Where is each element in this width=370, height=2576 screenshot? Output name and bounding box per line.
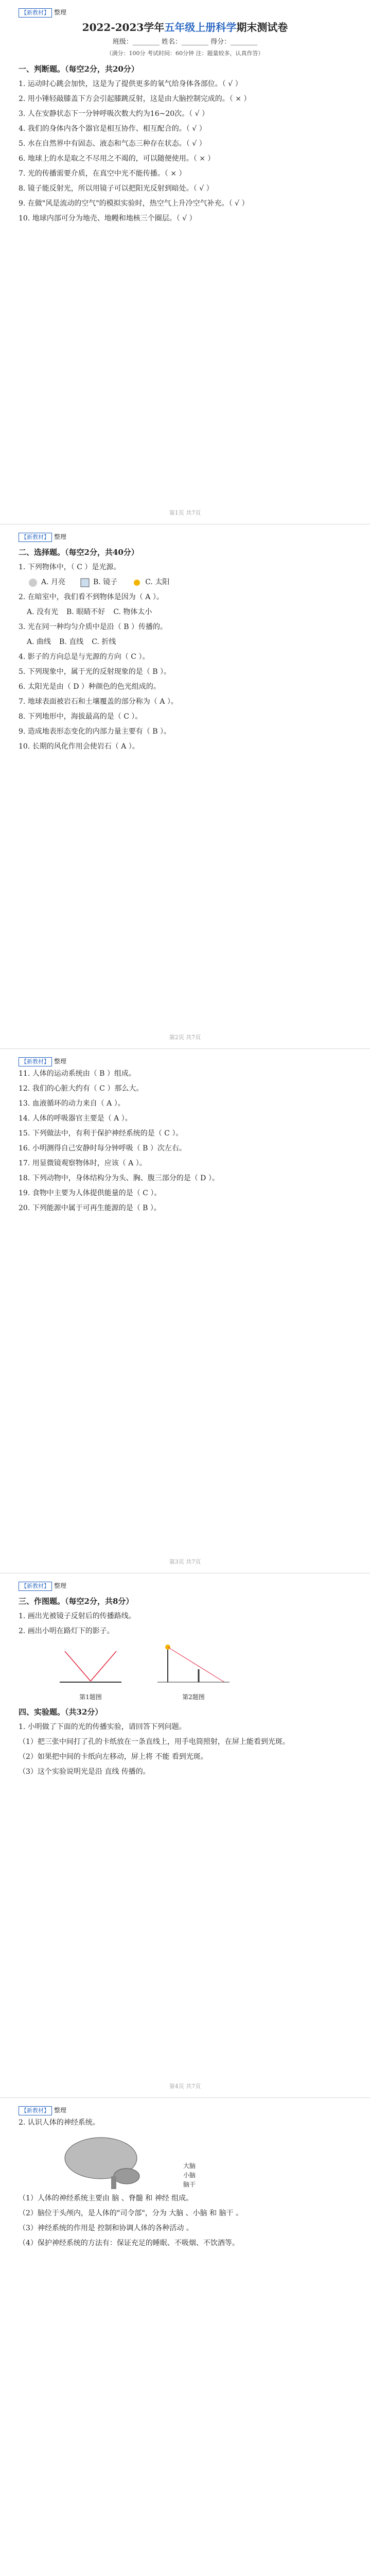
question: 2. 用小锤轻敲膝盖下方会引起膝跳反射，这是由大脑控制完成的。（ × ） bbox=[19, 95, 251, 103]
question: 4. 影子的方向总是与光源的方向（ C ）。 bbox=[19, 653, 150, 661]
page-2 bbox=[0, 524, 370, 1049]
question: 6. 太阳光是由（ D ）种颜色的色光组成的。 bbox=[19, 683, 161, 691]
question: （4）保护神经系统的方法有：保证充足的睡眠、不吸烟、不饮酒等。 bbox=[19, 2239, 239, 2247]
question: 1. 运动时心跳会加快，这是为了提供更多的氧气给身体各部位。（ √ ） bbox=[19, 80, 242, 88]
header-text: 整理 bbox=[54, 9, 67, 16]
header-line bbox=[19, 7, 351, 18]
page-footer: 第4页 共7页 bbox=[169, 2083, 201, 2090]
header-tag: 【新教材】 bbox=[19, 8, 52, 18]
page-5 bbox=[0, 2098, 370, 2576]
question: 7. 光的传播需要介质，在真空中光不能传播。（ × ） bbox=[19, 170, 186, 178]
question: 6. 地球上的水是取之不尽用之不竭的，可以随便使用。（ × ） bbox=[19, 155, 215, 163]
option: A. 月亮 bbox=[27, 575, 65, 590]
question: 5. 水在自然界中有固态、液态和气态三种存在状态。（ √ ） bbox=[19, 140, 206, 148]
question: 19. 食物中主要为人体提供能量的是（ C ）。 bbox=[19, 1189, 162, 1197]
section-2-title: 二、选择题。（每空2分，共40分） bbox=[19, 548, 139, 557]
option: C. 太阳 bbox=[131, 575, 169, 590]
question: 1. 下列物体中，（ C ）是光源。 bbox=[19, 563, 121, 571]
question: 13. 血液循环的动力来自（ A ）。 bbox=[19, 1099, 125, 1108]
question: 20. 下列能源中属于可再生能源的是（ B ）。 bbox=[19, 1204, 161, 1212]
header-line: 【新教材】 整理 bbox=[19, 1581, 351, 1591]
header-line: 【新教材】 整理 bbox=[19, 1056, 351, 1066]
question: 3. 光在同一种均匀介质中是沿（ B ）传播的。 bbox=[19, 623, 167, 631]
question: 9. 造成地表形态变化的内部力量主要有（ B ）。 bbox=[19, 727, 171, 736]
question: 1. 小明做了下面的光的传播实验，请回答下列问题。 bbox=[19, 1723, 186, 1731]
question: 12. 我们的心脏大约有（ C ）那么大。 bbox=[19, 1084, 144, 1093]
question: （3）这个实验说明光是沿 直线 传播的。 bbox=[19, 1768, 150, 1776]
question: 1. 画出光被镜子反射后的传播路线。 bbox=[19, 1612, 136, 1620]
page-footer: 第3页 共7页 bbox=[169, 1558, 201, 1565]
streetlight-shadow-diagram bbox=[152, 1641, 235, 1687]
question: 10. 长期的风化作用会使岩石（ A ）。 bbox=[19, 742, 139, 751]
question: （3）神经系统的作用是 控制和协调人体的各种活动 。 bbox=[19, 2224, 193, 2232]
page-4 bbox=[0, 1573, 370, 2098]
section-1-title: 一、判断题。（每空2分，共20分） bbox=[19, 64, 139, 74]
section-3-title: 三、作图题。（每空2分，共8分） bbox=[19, 1597, 134, 1606]
options: A. 曲线 B. 直线 C. 折线 bbox=[27, 638, 116, 646]
question: 2. 在暗室中，我们看不到物体是因为（ A ）。 bbox=[19, 593, 164, 601]
question: 5. 下列现象中，属于光的反射现象的是（ B ）。 bbox=[19, 668, 171, 676]
options: A. 没有光 B. 眼睛不好 C. 物体太小 bbox=[27, 608, 152, 616]
question: 4. 我们的身体内各个器官是相互协作、相互配合的。（ √ ） bbox=[19, 125, 206, 133]
mirror-icon bbox=[79, 578, 91, 588]
question: （2）如果把中间的卡纸向左移动，屏上将 不能 看到光斑。 bbox=[19, 1753, 208, 1761]
question: 8. 镜子能反射光，所以用镜子可以把阳光反射到暗处。（ √ ） bbox=[19, 184, 214, 193]
question: （1）把三张中间打了孔的卡纸放在一条直线上，用手电筒照射，在屏上能看到光斑。 bbox=[19, 1738, 290, 1746]
question: （2）脑位于头颅内，是人体的"司令部"，分为 大脑 、小脑 和 脑干 。 bbox=[19, 2209, 243, 2217]
info-line: 班级：________ 姓名：________ 得分：________ bbox=[112, 38, 258, 46]
question: 2. 认识人体的神经系统。 bbox=[19, 2119, 100, 2127]
page-3 bbox=[0, 1049, 370, 1573]
figures bbox=[19, 1641, 351, 1702]
brain-diagram bbox=[49, 2132, 163, 2189]
page-title: 2022-2023学年五年级上册科学期末测试卷 bbox=[82, 21, 288, 33]
question: 9. 在做"风是流动的空气"的模拟实验时，热空气上升冷空气补充。（ √ ） bbox=[19, 199, 249, 208]
question: 10. 地球内部可分为地壳、地幔和地核三个圈层。（ √ ） bbox=[19, 214, 197, 223]
figure-1: 第1题图 bbox=[49, 1641, 132, 1702]
question: （1）人体的神经系统主要由 脑 、脊髓 和 神经 组成。 bbox=[19, 2194, 193, 2202]
section-4-title: 四、实验题。（共32分） bbox=[19, 1707, 103, 1717]
page-footer: 第2页 共7页 bbox=[169, 1034, 201, 1041]
question: 15. 下列做法中，有利于保护神经系统的是（ C ）。 bbox=[19, 1129, 183, 1138]
option: B. 镜子 bbox=[79, 575, 117, 590]
brain-figure: 大脑 小脑 脑干 bbox=[19, 2132, 351, 2189]
note-line: （满分：100分 考试时间：60分钟 注：题量较多，认真作答） bbox=[106, 50, 264, 57]
mirror-reflection-diagram bbox=[49, 1641, 132, 1687]
moon-icon bbox=[27, 578, 39, 588]
page-1 bbox=[0, 0, 370, 524]
question: 16. 小明测得自己安静时每分钟呼吸（ B ）次左右。 bbox=[19, 1144, 186, 1153]
question: 11. 人体的运动系统由（ B ）组成。 bbox=[19, 1070, 136, 1078]
header-line: 【新教材】 整理 bbox=[19, 532, 351, 542]
page-footer: 第1页 共7页 bbox=[169, 510, 201, 516]
header-line: 【新教材】 整理 bbox=[19, 2105, 351, 2115]
question: 7. 地球表面被岩石和土壤覆盖的部分称为（ A ）。 bbox=[19, 698, 178, 706]
options bbox=[19, 575, 351, 590]
question: 17. 用显微镜观察物体时，应该（ A ）。 bbox=[19, 1159, 147, 1167]
question: 18. 下列动物中，身体结构分为头、胸、腹三部分的是（ D ）。 bbox=[19, 1174, 219, 1182]
question: 2. 画出小明在路灯下的影子。 bbox=[19, 1627, 114, 1635]
question: 14. 人体的呼吸器官主要是（ A ）。 bbox=[19, 1114, 132, 1123]
question: 8. 下列地形中，海拔最高的是（ C ）。 bbox=[19, 713, 143, 721]
figure-2: 第2题图 bbox=[152, 1641, 235, 1702]
sun-icon bbox=[131, 578, 143, 588]
question: 3. 人在安静状态下一分钟呼吸次数大约为16~20次。（ √ ） bbox=[19, 110, 209, 118]
